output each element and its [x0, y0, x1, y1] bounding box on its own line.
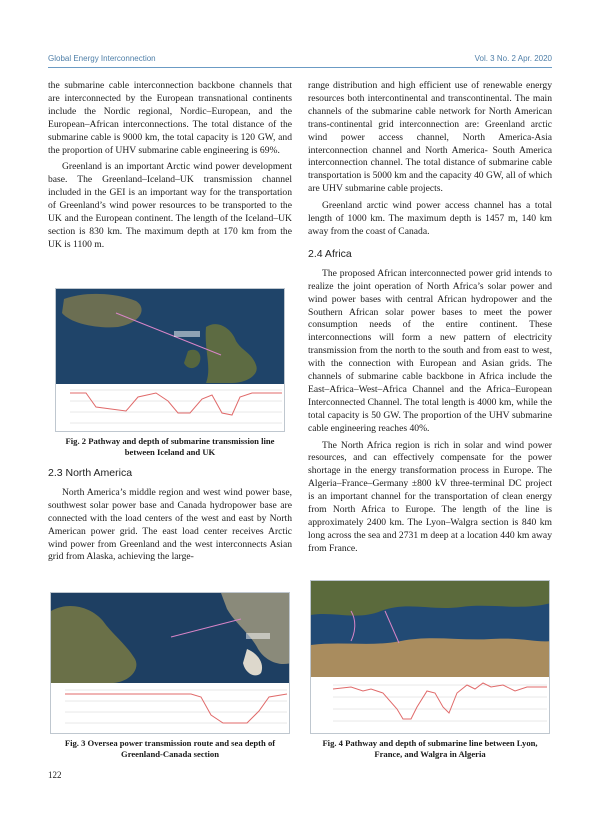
section-heading-north-america: 2.3 North America — [48, 467, 133, 479]
issue-info: Vol. 3 No. 2 Apr. 2020 — [474, 54, 552, 63]
paragraph: North America’s middle region and west wind power base, southwest solar power base and Canada hydropower base are connected with the load centers of the west and east by North American power grid. The east load center receives Arctic wind power from Greenland and the west interconnects Asian grid from Alaska, achieving the large- — [48, 486, 292, 563]
figure-3 — [50, 592, 290, 760]
section-heading-africa: 2.4 Africa — [308, 247, 352, 260]
paragraph: Greenland is an important Arctic wind power development base. The Greenland–Iceland–UK transmission channel included in the GEI is an important way for the transportation of Greenland’s wind power resources to be transported to the UK and the European continent. The length of the Iceland–UK section is 830 km. The maximum depth at 170 km from the UK is 1100 m. — [48, 161, 292, 250]
paragraph: range distribution and high efficient use of renewable energy resources both intercontinental and transcontinental. The main channels of the submarine cable network for North American trans-continental grid interconnection are: Greenland arctic wind power access channel, North America-Asia interconnection channel and North America- South America interconnection channel. The total distance of submarine cable transportation is 5000 km and the capacity 40 GW, all of which are UHV submarine cable projects. — [308, 80, 552, 195]
greenland-canada-map — [51, 593, 290, 733]
figure-4-image — [310, 580, 550, 734]
running-header — [48, 54, 552, 68]
left-column-top — [48, 80, 292, 256]
figure-2-caption: Fig. 2 Pathway and depth of submarine transmission line between Iceland and UK — [65, 436, 275, 457]
paragraph: the submarine cable interconnection backbone channels that are interconnected by the European transnational continents include the Nordic regional, Nordic–European, and the European–African interconnections. The total distance of the submarine cable is 9000 km, the total capacity is 120 GW, and the proportion of UHV submarine cable engineering is 69%. — [48, 80, 292, 156]
figure-3-image — [50, 592, 290, 734]
lyon-walgra-map — [311, 581, 550, 733]
left-column-bottom — [48, 458, 292, 568]
figure-2 — [55, 288, 285, 458]
figure-4-caption: Fig. 4 Pathway and depth of submarine line between Lyon, France, and Walgra in Algeria — [322, 738, 538, 759]
iceland-uk-map — [56, 289, 285, 431]
page-number: 122 — [48, 770, 62, 780]
journal-name: Global Energy Interconnection — [48, 54, 156, 63]
paragraph: Greenland arctic wind power access channel has a total length of 1000 km. The maximum depth is 1457 m, 140 km away from the coast of Canada. — [308, 200, 552, 237]
header-rule — [48, 67, 552, 68]
paragraph: The North Africa region is rich in solar and wind power resources, and can effectively compensate for the power shortage in the energy transformation process in Europe. The Algeria–France–Germany ±800 kV three-terminal DC project is an important channel for the transportation of clean energy from North Africa to Europe. The length of the line is approximately 2400 km. The Lyon–Walgra section is 840 km long across the sea and 2731 m deep at a location 440 km away from France. — [308, 439, 552, 554]
right-column — [308, 80, 552, 560]
paragraph: The proposed African interconnected power grid intends to realize the joint operation of North Africa’s solar power and wind power bases with central African hydropower and the Southern African solar power bases to meet the power consumption needs of the entire continent. These interconnections will form a new pattern of electricity transmission from the north to the south and from east to west, with the connection with European and Asian grids. The channels of submarine cable backbone in Africa include the East–Africa–West–Africa Channel and the Africa–European Interconnected Channel. The total length is 4000 km, while the total capacity is 50 GW. The proportion of the UHV submarine cable engineering reaches 40%. — [308, 267, 552, 434]
figure-4 — [310, 580, 550, 760]
figure-2-image — [55, 288, 285, 432]
figure-3-caption: Fig. 3 Oversea power transmission route and sea depth of Greenland-Canada section — [64, 738, 276, 759]
